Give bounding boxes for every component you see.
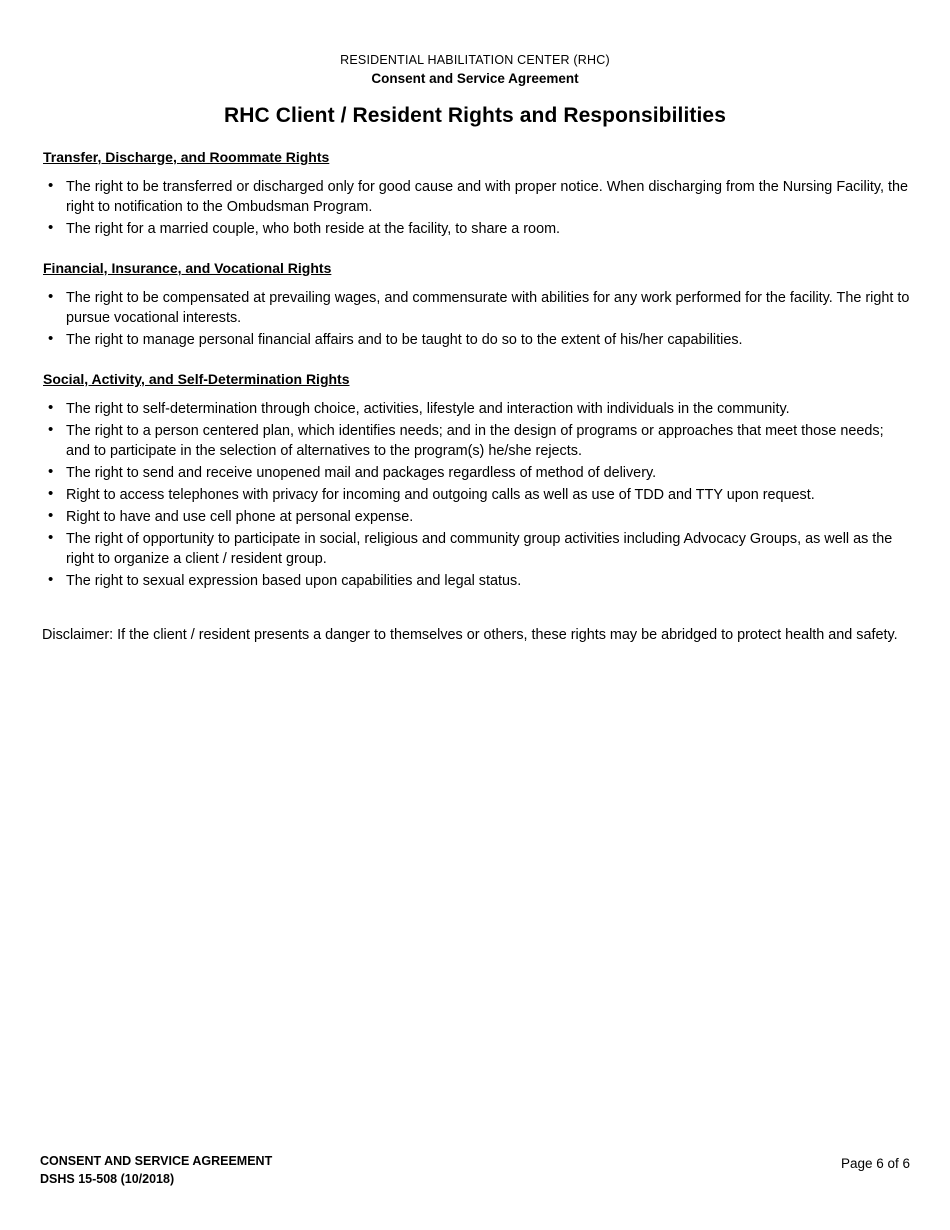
list-item: • The right to be compensated at prevailing wages, and commensurate with abilities for any work performed for the facility. The right to pursue vocational interests. — [40, 288, 910, 328]
agency-name: RESIDENTIAL HABILITATION CENTER (RHC) — [340, 53, 610, 67]
section-social-activity-self-determination — [40, 371, 910, 591]
footer-form-number: DSHS 15-508 (10/2018) — [40, 1171, 175, 1186]
list-item: • The right to a person centered plan, which identifies needs; and in the design of programs or approaches that meet those needs; and to participate in the selection of alternatives to the program(s) he/she rejects. — [40, 421, 910, 461]
list-item: • The right to self-determination through choice, activities, lifestyle and interaction with individuals in the community. — [40, 399, 910, 419]
list-item: • Right to have and use cell phone at personal expense. — [40, 507, 910, 527]
list-item: • The right of opportunity to participate in social, religious and community group activities including Advocacy Groups, as well as the right to organize a client / resident group. — [40, 529, 910, 569]
rights-list — [40, 399, 910, 591]
list-item: • The right to send and receive unopened mail and packages regardless of method of delivery. — [40, 463, 910, 483]
rights-list — [40, 288, 910, 350]
list-item: • The right for a married couple, who both reside at the facility, to share a room. — [40, 219, 910, 239]
document-header — [40, 52, 910, 89]
section-financial-insurance-vocational — [40, 260, 910, 350]
form-name: Consent and Service Agreement — [371, 70, 579, 86]
list-item: • The right to sexual expression based upon capabilities and legal status. — [40, 571, 910, 591]
section-heading: Social, Activity, and Self-Determination Rights — [43, 370, 350, 387]
page-number: Page 6 of 6 — [840, 1156, 910, 1172]
document-footer — [40, 1152, 910, 1188]
section-heading: Financial, Insurance, and Vocational Rights — [43, 259, 332, 276]
disclaimer-text: Disclaimer: If the client / resident presents a danger to themselves or others, these rights may be abridged to protect health and safety. — [42, 627, 898, 643]
page-title: RHC Client / Resident Rights and Responsibilities — [224, 103, 726, 127]
list-item: • Right to access telephones with privacy for incoming and outgoing calls as well as use of TDD and TTY upon request. — [40, 485, 910, 505]
section-heading: Transfer, Discharge, and Roommate Rights — [43, 148, 330, 165]
footer-form-name: CONSENT AND SERVICE AGREEMENT — [40, 1153, 273, 1168]
section-transfer-discharge-roommate — [40, 149, 910, 239]
footer-form-info — [40, 1152, 272, 1188]
rights-list — [40, 177, 910, 239]
list-item: • The right to manage personal financial affairs and to be taught to do so to the extent of his/her capabilities. — [40, 330, 910, 350]
list-item: • The right to be transferred or discharged only for good cause and with proper notice. When discharging from the Nursing Facility, the right to notification to the Ombudsman Program. — [40, 177, 910, 217]
